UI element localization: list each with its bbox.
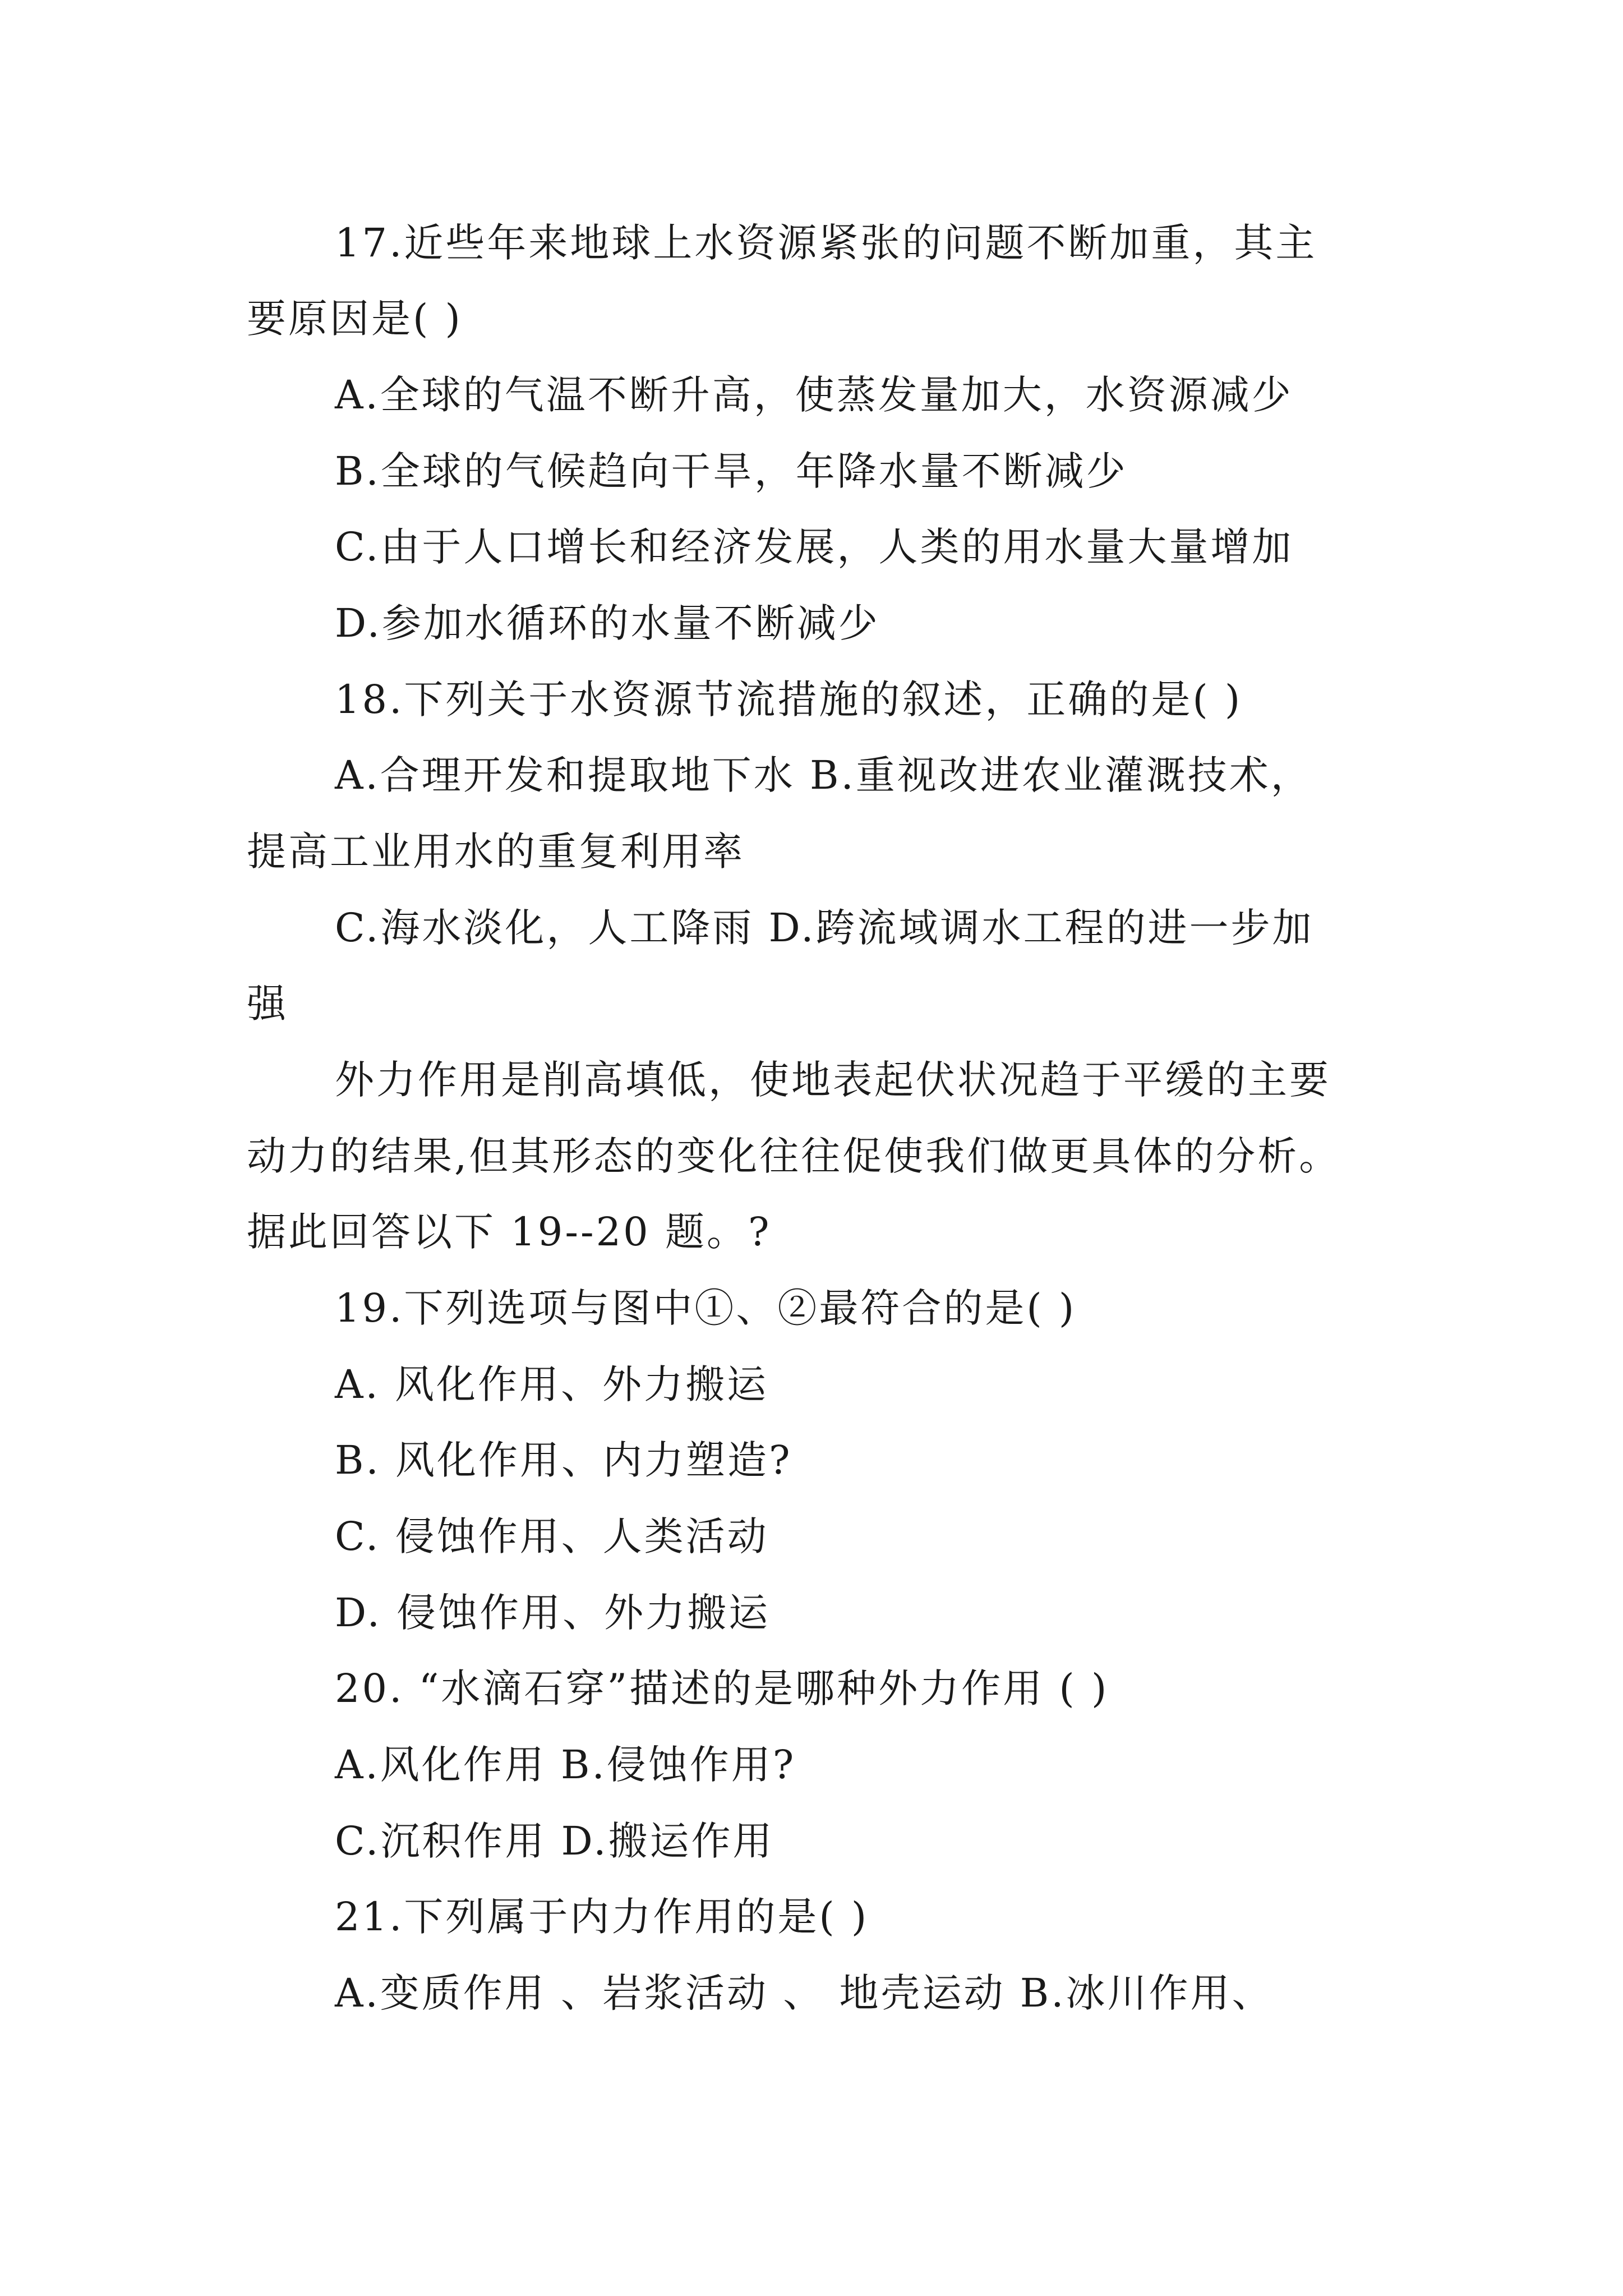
text-line: B.全球的气候趋向干旱，年降水量不断减少 [335, 448, 1128, 494]
text-line: C.由于人口增长和经济发展，人类的用水量大量增加 [335, 524, 1294, 570]
text-line: A.合理开发和提取地下水 B.重视改进农业灌溉技术， [335, 752, 1312, 798]
text-line: 17.近些年来地球上水资源紧张的问题不断加重，其主 [335, 220, 1317, 266]
text-line: A.全球的气温不断升高，使蒸发量加大，水资源减少 [335, 372, 1293, 418]
text-line: A. 风化作用、外力搬运 [335, 1361, 769, 1407]
text-line: D. 侵蚀作用、外力搬运 [335, 1590, 771, 1636]
text-line: C.沉积作用 D.搬运作用 [335, 1818, 774, 1864]
text-line: B. 风化作用、内力塑造? [335, 1437, 792, 1483]
text-line: A.风化作用 B.侵蚀作用? [335, 1742, 796, 1788]
text-line: C. 侵蚀作用、人类活动 [335, 1513, 769, 1559]
text-line: 21.下列属于内力作用的是( ) [335, 1894, 869, 1940]
text-line: A.变质作用 、岩浆活动 、 地壳运动 B.冰川作用、 [335, 1970, 1274, 2016]
text-line: 提高工业用水的重复利用率 [247, 829, 745, 875]
text-line: 要原因是( ) [247, 296, 463, 342]
text-line: D.参加水循环的水量不断减少 [335, 600, 880, 646]
text-line: 动力的结果,但其形态的变化往往促使我们做更具体的分析。 [247, 1133, 1341, 1179]
text-line: 强 [247, 981, 288, 1027]
text-line: 19.下列选项与图中①、②最符合的是( ) [335, 1285, 1077, 1331]
text-line: 18.下列关于水资源节流措施的叙述，正确的是( ) [335, 677, 1243, 723]
text-line: 据此回答以下 19--20 题。? [247, 1209, 772, 1255]
text-line: 20. “水滴石穿”描述的是哪种外力作用 ( ) [335, 1665, 1109, 1711]
text-line: C.海水淡化，人工降雨 D.跨流域调水工程的进一步加 [335, 905, 1314, 951]
text-line: 外力作用是削高填低，使地表起伏状况趋于平缓的主要 [335, 1057, 1331, 1103]
